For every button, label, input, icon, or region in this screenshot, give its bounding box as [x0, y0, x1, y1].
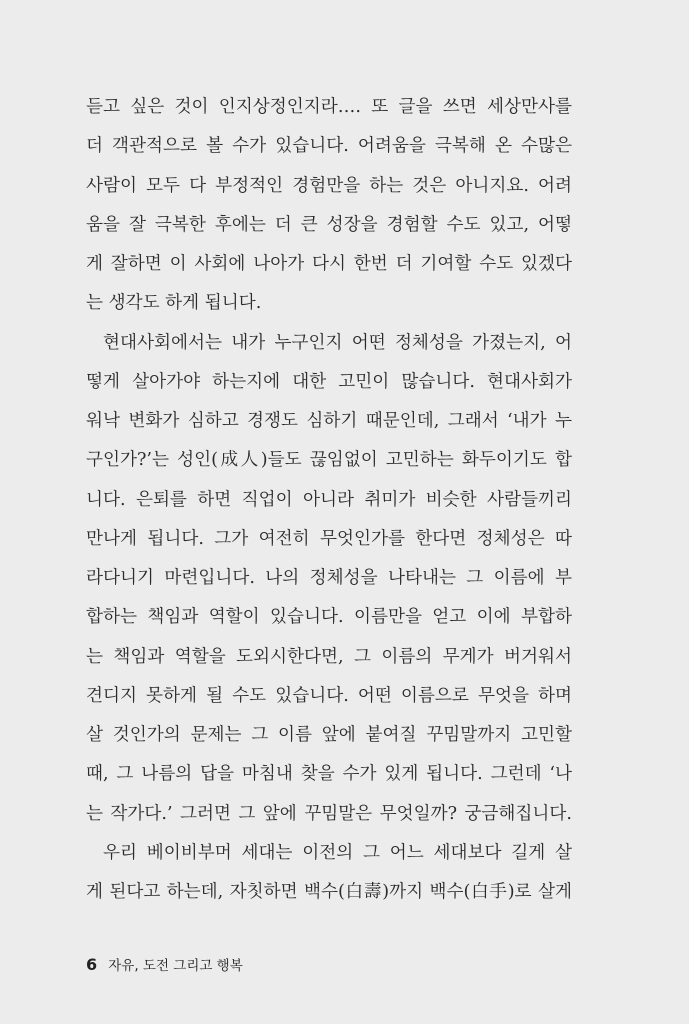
body-line: 듣고 싶은 것이 인지상정인지라…. 또 글을 쓰면 세상만사를: [86, 97, 572, 117]
body-line: 떻게 살아가야 하는지에 대한 고민이 많습니다. 현대사회가: [86, 371, 572, 392]
body-line: 사람이 모두 다 부정적인 경험만을 하는 것은 아니지요. 어려: [86, 175, 572, 196]
body-line: 때, 그 나름의 답을 마침내 찾을 수가 있게 됩니다. 그런데 ‘나: [86, 764, 572, 785]
paragraph-first-line: 현대사회에서는 내가 누구인지 어떤 정체성을 가졌는지, 어: [103, 332, 572, 353]
body-line: 는 책임과 역할을 도외시한다면, 그 이름의 무게가 버거워서: [86, 646, 572, 667]
body-line: 니다. 은퇴를 하면 직업이 아니라 취미가 비슷한 사람들끼리: [86, 489, 572, 510]
page-number: 6: [86, 955, 98, 974]
body-line: 살 것인가의 문제는 그 이름 앞에 붙여질 꾸밈말까지 고민할: [86, 725, 572, 745]
body-line: 움을 잘 극복한 후에는 더 큰 성장을 경험할 수도 있고, 어떻: [86, 214, 572, 235]
body-line: 워낙 변화가 심하고 경쟁도 심하기 때문인데, 그래서 ‘내가 누: [86, 411, 572, 431]
running-title: 자유, 도전 그리고 행복: [108, 958, 243, 974]
body-line: 라다니기 마련입니다. 나의 정체성을 나타내는 그 이름에 부: [86, 568, 572, 588]
paragraph-end-line: 는 생각도 하게 됩니다.: [86, 293, 262, 314]
body-text: [86, 88, 572, 912]
body-line: 만나게 됩니다. 그가 여전히 무엇인가를 한다면 정체성은 따: [86, 528, 572, 549]
page-footer: [86, 953, 243, 977]
body-line: 게 잘하면 이 사회에 나아가 다시 한번 더 기여할 수도 있겠다: [86, 254, 572, 274]
body-line: 게 된다고 하는데, 자칫하면 백수(白壽)까지 백수(白手)로 살게: [86, 882, 572, 902]
paragraph-end-line: 는 작가다.’ 그러면 그 앞에 꾸밈말은 무엇일까? 궁금해집니다.: [86, 803, 572, 824]
body-line: 견디지 못하게 될 수도 있습니다. 어떤 이름으로 무엇을 하며: [86, 685, 572, 706]
paragraph-first-line: 우리 베이비부머 세대는 이전의 그 어느 세대보다 길게 살: [103, 842, 572, 863]
body-line: 더 객관적으로 볼 수가 있습니다. 어려움을 극복해 온 수많은: [86, 136, 572, 157]
body-line: 합하는 책임과 역할이 있습니다. 이름만을 얻고 이에 부합하: [86, 607, 572, 628]
body-line: 구인가?’는 성인(成人)들도 끊임없이 고민하는 화두이기도 합: [86, 450, 572, 471]
